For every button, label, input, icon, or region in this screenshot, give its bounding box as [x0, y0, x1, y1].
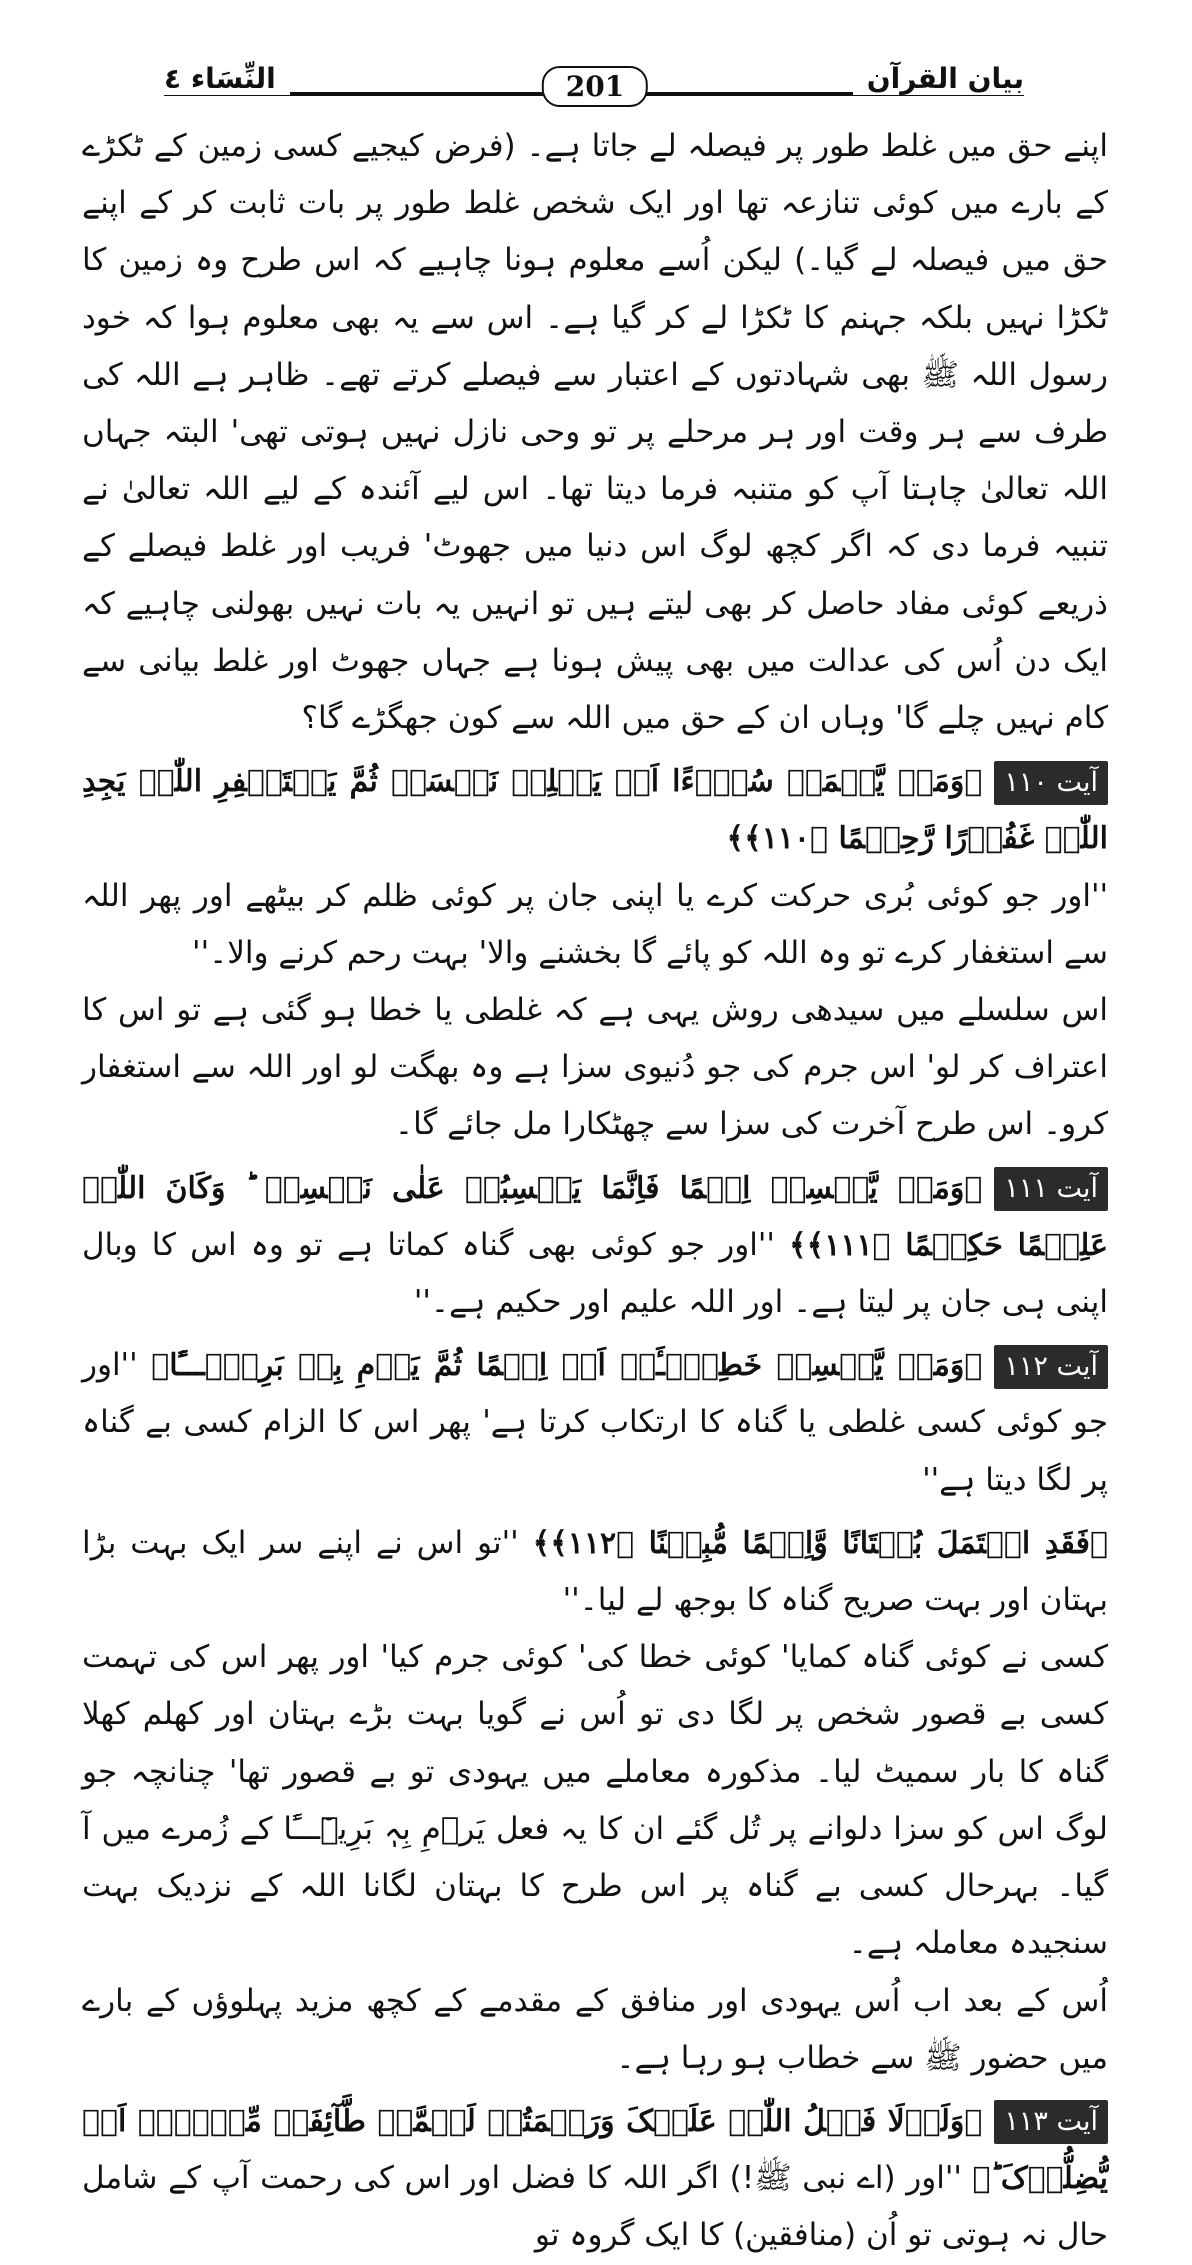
ayah-110: [82, 753, 1108, 867]
ayah-translation: ''اور جو کوئی بھی گناہ کماتا ہے تو وہ اس کا وبال اپنی ہی جان پر لیتا ہے۔ اور اللہ علیم اور حکیم ہے۔'': [82, 1226, 1108, 1321]
page-number: 201: [542, 66, 648, 107]
ayah-arabic-text: ﴿وَلَوۡلَا فَضۡلُ اللّٰہِ عَلَیۡکَ وَرَحۡمَتُہٗ لَہَمَّتۡ طَّآئِفَۃٌ مِّنۡہُمۡ اَنۡ یُّضِلُّوۡکَ ؕ﴾: [82, 2103, 1108, 2197]
commentary-paragraph: کسی نے کوئی گناہ کمایا' کوئی خطا کی' کوئی جرم کیا' اور پھر اس کی تہمت کسی بے قصور شخص پر لگا دی تو اُس نے گویا بہت بڑے بہتان اور کھلم کھلا گناہ کا بار سمیٹ لیا۔ مذکورہ معاملے میں یہودی تو بے قصور تھا' چنانچہ جو لوگ اس کو سزا دلوانے پر تُل گئے ان کا یہ فعل یَرۡمِ بِہٖ بَرِیۡٓـــًٔا کے زُمرے میں آ گیا۔ بہرحال کسی بے گناہ پر اس طرح کا بہتان لگانا اللہ کے نزدیک بہت سنجیدہ معاملہ ہے۔: [82, 1639, 1108, 1962]
commentary-paragraph: اپنے حق میں غلط طور پر فیصلہ لے جاتا ہے۔ (فرض کیجیے کسی زمین کے ٹکڑے کے بارے میں کوئی تنازعہ تھا اور ایک شخص غلط طور پر بات ثابت کر کے اپنے حق میں فیصلہ لے گیا۔) لیکن اُسے معلوم ہونا چاہیے کہ اس طرح وہ زمین کا ٹکڑا نہیں بلکہ جہنم کا ٹکڑا لے کر گیا ہے۔ اس سے یہ بھی معلوم ہوا کہ خود رسول اللہ ﷺ بھی شہادتوں کے اعتبار سے فیصلے کرتے تھے۔ ظاہر ہے اللہ کی طرف سے ہر وقت اور ہر مرحلے پر تو وحی نازل نہیں ہوتی تھی' البتہ جہاں اللہ تعالیٰ چاہتا آپ کو متنبہ فرما دیتا تھا۔ اس لیے آئندہ کے لیے اللہ تعالیٰ نے تنبیہ فرما دی کہ اگر کچھ لوگ اس دنیا میں جھوٹ' فریب اور غلط فیصلے کے ذریعے کوئی مفاد حاصل کر بھی لیتے ہیں تو انہیں یہ بات نہیں بھولنی چاہیے کہ ایک دن اُس کی عدالت میں بھی پیش ہونا ہے جہاں جھوٹ اور غلط بیانی سے کام نہیں چلے گا' وہاں ان کے حق میں اللہ سے کون جھگڑے گا؟: [82, 128, 1108, 737]
commentary-paragraph: اس سلسلے میں سیدھی روش یہی ہے کہ غلطی یا خطا ہو گئی ہے تو اس کا اعتراف کر لو' اس جرم کی جو دُنیوی سزا ہے وہ بھگت لو اور اللہ سے استغفار کرو۔ اس طرح آخرت کی سزا سے چھٹکارا مل جائے گا۔: [82, 992, 1108, 1143]
book-title: بیان القرآن: [853, 62, 1024, 95]
ayah-arabic-text: ﴿وَمَنۡ یَّکۡسِبۡ خَطِیۡٓـَٔۃً اَوۡ اِثۡمًا ثُمَّ یَرۡمِ بِہٖ بَرِیۡٓـــًٔا﴾: [151, 1348, 983, 1384]
ayah-label: آیت ۱۱۱: [994, 1167, 1108, 1211]
ayah-113: [82, 2093, 1108, 2265]
ayah-label: آیت ۱۱۳: [994, 2100, 1108, 2144]
ayah-arabic-text: ﴿وَمَنۡ یَّکۡسِبۡ اِثۡمًا فَاِنَّمَا یَکۡسِبُہٗ عَلٰی نَفۡسِہٖ ؕ وَکَانَ اللّٰہُ عَلِیۡمًا حَکِیۡمًا ﴿۱۱۱﴾﴾: [82, 1170, 1108, 1263]
ayah-arabic-text: ﴿وَمَنۡ یَّعۡمَلۡ سُوۡٓءًا اَوۡ یَظۡلِمۡ نَفۡسَہٗ ثُمَّ یَسۡتَغۡفِرِ اللّٰہَ یَجِدِ اللّٰہَ غَفُوۡرًا رَّحِیۡمًا ﴿۱۱۰﴾﴾: [82, 764, 1108, 857]
ayah-label: آیت ۱۱۲: [994, 1345, 1108, 1389]
ayah-translation: ''اور جو کوئی کسی غلطی یا گناہ کا ارتکاب کرتا ہے' پھر اس کا الزام کسی بے گناہ پر لگا دیتا ہے'': [82, 1347, 1108, 1498]
surah-name: النِّسَاء ٤: [164, 62, 290, 95]
ayah-translation: ''اور جو کوئی بُری حرکت کرے یا اپنی جان پر کوئی ظلم کر بیٹھے اور پھر اللہ سے استغفار کرے تو وہ اللہ کو پائے گا بخشنے والا' بہت رحم کرنے والا۔'': [82, 877, 1108, 971]
ayah-translation: ''تو اس نے اپنے سر ایک بہت بڑا بہتان اور بہت صریح گناہ کا بوجھ لے لیا۔'': [82, 1524, 1108, 1619]
ayah-111: [82, 1160, 1108, 1332]
ayah-label: آیت ۱۱۰: [994, 761, 1108, 805]
ayah-arabic-text: ﴿فَقَدِ احۡتَمَلَ بُہۡتَانًا وَّاِثۡمًا مُّبِیۡنًا ﴿۱۱۲﴾﴾: [532, 1525, 1108, 1561]
page-header: [82, 0, 1108, 118]
ayah-112: [82, 1337, 1108, 1509]
page-body: [82, 118, 1108, 2265]
ayah-112-continued: [82, 1515, 1108, 1629]
ayah-translation: ''اور (اے نبی ﷺ!) اگر اللہ کا فضل اور اس کی رحمت آپ کے شامل حال نہ ہوتی تو اُن (منافقین) کا ایک گروہ تو: [82, 2160, 1108, 2254]
commentary-paragraph: اُس کے بعد اب اُس یہودی اور منافق کے مقدمے کے کچھ مزید پہلوؤں کے بارے میں حضور ﷺ سے خطاب ہو رہا ہے۔: [82, 1982, 1108, 2076]
